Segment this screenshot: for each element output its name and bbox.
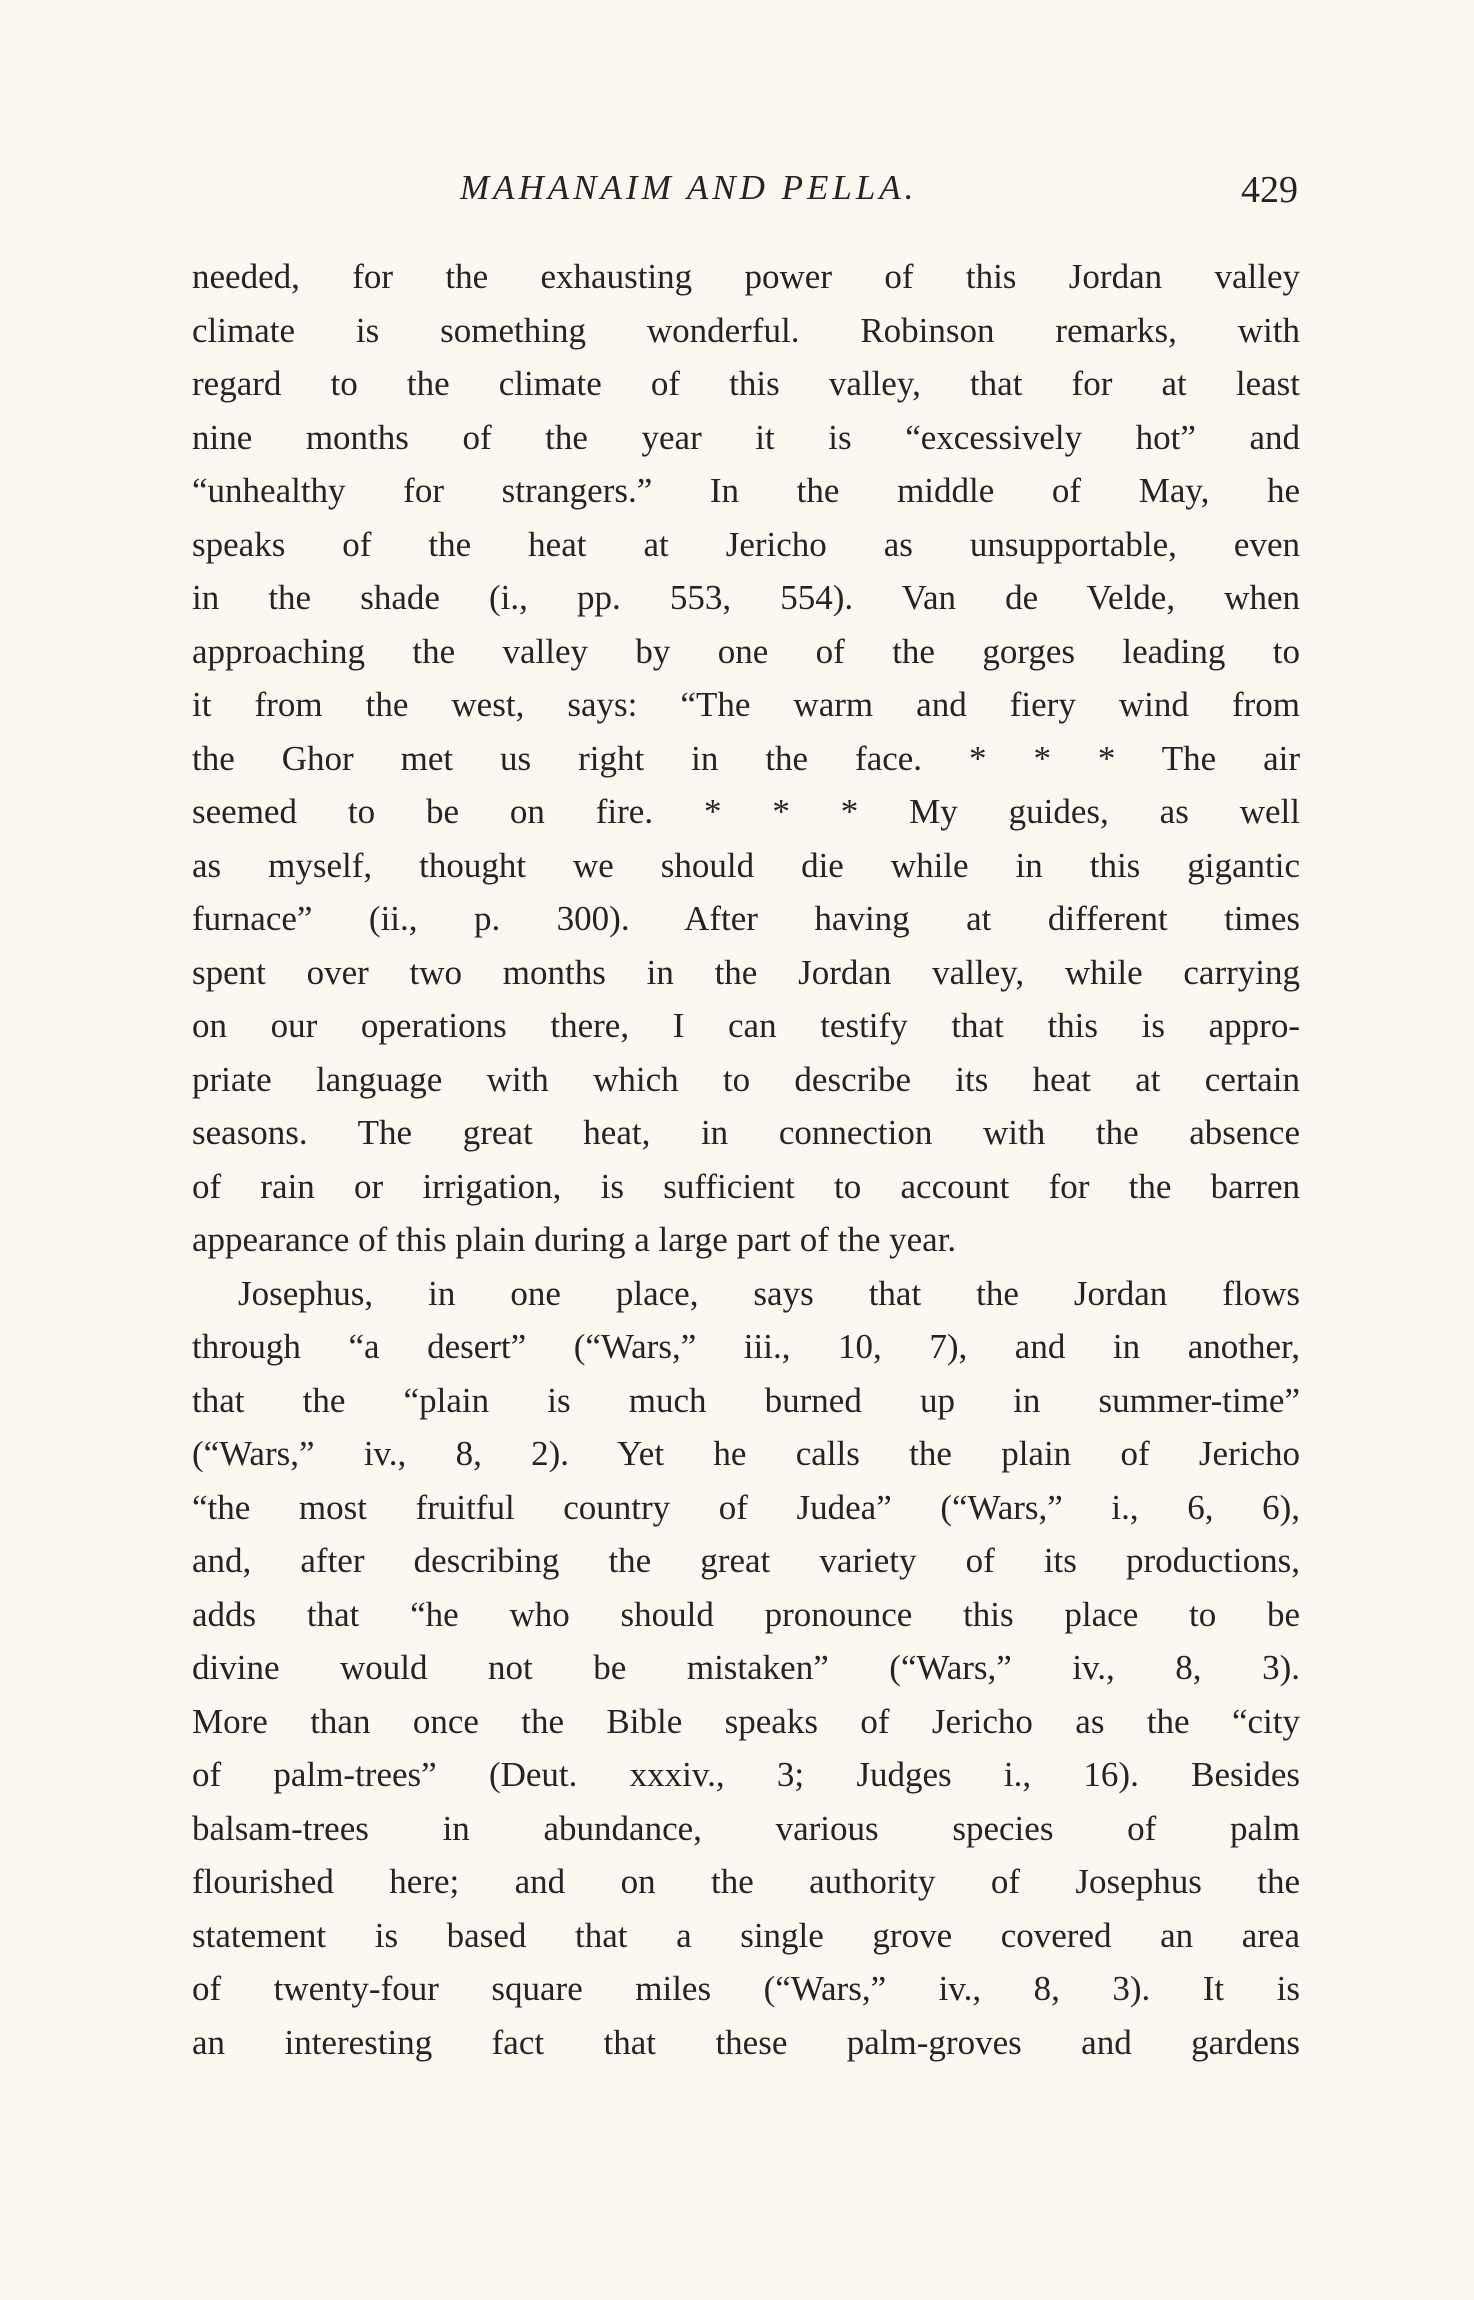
paragraph-start-line: Josephus, in one place, says that the Jordan flows bbox=[238, 1273, 1300, 1313]
text-line: as myself, thought we should die while in this gigantic bbox=[192, 845, 1300, 885]
text-line: (“Wars,” iv., 8, 2). Yet he calls the plain of Jericho bbox=[192, 1434, 1300, 1473]
body-text bbox=[192, 250, 1300, 2069]
text-line: of twenty-four square miles (“Wars,” iv., 8, 3). It is bbox=[192, 1969, 1300, 2008]
text-line: climate is something wonderful. Robinson remarks, with bbox=[192, 310, 1300, 350]
text-line: regard to the climate of this valley, that for at least bbox=[192, 364, 1300, 403]
paragraph-end-line: appearance of this plain during a large part of the year. bbox=[192, 1220, 957, 1259]
text-line: “unhealthy for strangers.” In the middle of May, he bbox=[192, 471, 1300, 510]
text-line: that the “plain is much burned up in summer-time” bbox=[192, 1380, 1300, 1420]
text-line: in the shade (i., pp. 553, 554). Van de Velde, when bbox=[192, 578, 1300, 617]
text-line: spent over two months in the Jordan valley, while carrying bbox=[192, 952, 1300, 992]
text-line: More than once the Bible speaks of Jericho as the “city bbox=[192, 1701, 1300, 1741]
running-title: MAHANAIM AND PELLA. bbox=[460, 168, 918, 207]
text-line: nine months of the year it is “excessively hot” and bbox=[192, 417, 1300, 457]
text-line: on our operations there, I can testify that this is appro- bbox=[192, 1006, 1300, 1045]
running-head bbox=[460, 166, 1310, 226]
text-line: adds that “he who should pronounce this place to be bbox=[192, 1594, 1300, 1634]
text-line: flourished here; and on the authority of Josephus the bbox=[192, 1862, 1300, 1901]
text-line: the Ghor met us right in the face. * * * The air bbox=[192, 738, 1300, 778]
text-line: balsam-trees in abundance, various species of palm bbox=[192, 1808, 1300, 1848]
text-line: approaching the valley by one of the gorges leading to bbox=[192, 631, 1300, 671]
text-line: “the most fruitful country of Judea” (“Wars,” i., 6, 6), bbox=[192, 1487, 1300, 1527]
text-line: seemed to be on fire. * * * My guides, as well bbox=[192, 792, 1300, 831]
text-line: an interesting fact that these palm-groves and gardens bbox=[192, 2022, 1300, 2062]
text-line: of rain or irrigation, is sufficient to account for the barren bbox=[192, 1166, 1300, 1206]
text-line: priate language with which to describe its heat at certain bbox=[192, 1059, 1300, 1099]
text-line: through “a desert” (“Wars,” iii., 10, 7), and in another, bbox=[192, 1327, 1300, 1366]
text-line: statement is based that a single grove covered an area bbox=[192, 1915, 1300, 1955]
page-number: 429 bbox=[1241, 169, 1298, 211]
text-line: speaks of the heat at Jericho as unsupportable, even bbox=[192, 524, 1300, 564]
text-line: seasons. The great heat, in connection with the absence bbox=[192, 1113, 1300, 1152]
text-line: and, after describing the great variety of its productions, bbox=[192, 1541, 1300, 1580]
text-line: needed, for the exhausting power of this Jordan valley bbox=[192, 257, 1300, 296]
text-line: it from the west, says: “The warm and fiery wind from bbox=[192, 685, 1300, 724]
text-line: of palm-trees” (Deut. xxxiv., 3; Judges i., 16). Besides bbox=[192, 1755, 1300, 1794]
text-line: divine would not be mistaken” (“Wars,” iv., 8, 3). bbox=[192, 1648, 1300, 1687]
text-line: furnace” (ii., p. 300). After having at different times bbox=[192, 899, 1300, 938]
